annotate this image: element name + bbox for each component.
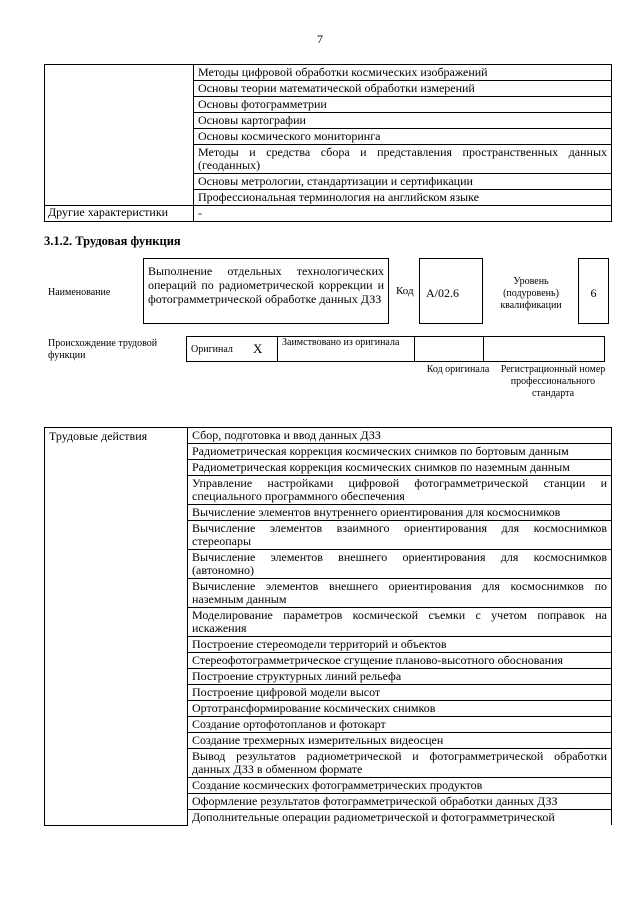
labor-action-item: Вычисление элементов взаимного ориентирования для космоснимков стереопары xyxy=(188,521,612,550)
knowledge-item: Методы и средства сбора и представления пространственных данных (геоданных) xyxy=(194,145,612,174)
labor-action-item: Построение структурных линий рельефа xyxy=(188,669,612,685)
knowledge-table xyxy=(44,64,612,222)
reg-number-label: Регистрационный номер профессионального стандарта xyxy=(500,364,606,399)
borrowed-label: Заимствовано из оригинала xyxy=(278,337,415,362)
labor-action-item: Создание ортофотопланов и фотокарт xyxy=(188,717,612,733)
table-row xyxy=(45,65,612,81)
knowledge-item: Основы фотограмметрии xyxy=(194,97,612,113)
labor-action-item: Создание трехмерных измерительных видеосцен xyxy=(188,733,612,749)
labor-action-item: Вычисление элементов внутреннего ориентирования для космоснимков xyxy=(188,505,612,521)
labor-action-item: Дополнительные операции радиометрической и фотограмметрической xyxy=(188,810,612,826)
labor-action-item: Построение цифровой модели высот xyxy=(188,685,612,701)
origin-table xyxy=(186,336,605,362)
knowledge-label-cell xyxy=(45,65,194,206)
labor-action-item: Радиометрическая коррекция космических снимков по бортовым данным xyxy=(188,444,612,460)
labor-action-item: Оформление результатов фотограмметрической обработки данных ДЗЗ xyxy=(188,794,612,810)
origin-label: Происхождение трудовой функции xyxy=(48,338,158,361)
labor-action-item: Вывод результатов радиометрической и фотограмметрической обработки данных ДЗЗ в обменном формате xyxy=(188,749,612,778)
code-original-cell xyxy=(415,337,484,362)
labor-action-item: Ортотрансформирование космических снимков xyxy=(188,701,612,717)
labor-action-item: Радиометрическая коррекция космических снимков по наземным данным xyxy=(188,460,612,476)
labor-actions-table xyxy=(44,427,612,826)
table-row xyxy=(45,428,612,444)
other-characteristics-value: - xyxy=(194,206,612,222)
labor-action-item: Построение стереомодели территорий и объектов xyxy=(188,637,612,653)
knowledge-item: Основы космического мониторинга xyxy=(194,129,612,145)
function-code: А/02.6 xyxy=(419,258,483,324)
labor-actions-label: Трудовые действия xyxy=(45,428,188,826)
knowledge-item: Профессиональная терминология на английском языке xyxy=(194,190,612,206)
labor-action-item: Вычисление элементов внешнего ориентирования для космоснимков по наземным данным xyxy=(188,579,612,608)
original-mark: X xyxy=(249,337,278,362)
qualification-level-value: 6 xyxy=(578,258,609,324)
page-number: 7 xyxy=(317,32,323,46)
function-name: Выполнение отдельных технологических операций по радиометрической коррекции и фотограмметрической обработке данных ДЗЗ xyxy=(143,258,389,324)
name-label: Наименование xyxy=(48,287,111,298)
table-row xyxy=(45,206,612,222)
code-label: Код xyxy=(396,285,414,297)
labor-action-item: Моделирование параметров космической съемки с учетом поправок на искажения xyxy=(188,608,612,637)
labor-action-item: Создание космических фотограмметрических продуктов xyxy=(188,778,612,794)
labor-action-item: Управление настройками цифровой фотограмметрической станции и специального программного обеспечения xyxy=(188,476,612,505)
qualification-level-label: Уровень (подуровень) квалификации xyxy=(500,276,562,311)
labor-action-item: Сбор, подготовка и ввод данных ДЗЗ xyxy=(188,428,612,444)
labor-action-item: Вычисление элементов внешнего ориентирования для космоснимков (автономно) xyxy=(188,550,612,579)
original-label: Оригинал xyxy=(187,337,250,362)
labor-action-item: Стереофотограмметрическое сгущение планово-высотного обоснования xyxy=(188,653,612,669)
section-heading: 3.1.2. Трудовая функция xyxy=(44,234,181,248)
knowledge-item: Основы теории математической обработки измерений xyxy=(194,81,612,97)
knowledge-item: Основы метрологии, стандартизации и сертификации xyxy=(194,174,612,190)
code-original-label: Код оригинала xyxy=(426,364,490,375)
knowledge-item: Методы цифровой обработки космических изображений xyxy=(194,65,612,81)
other-characteristics-label: Другие характеристики xyxy=(45,206,194,222)
knowledge-item: Основы картографии xyxy=(194,113,612,129)
reg-number-cell xyxy=(484,337,605,362)
